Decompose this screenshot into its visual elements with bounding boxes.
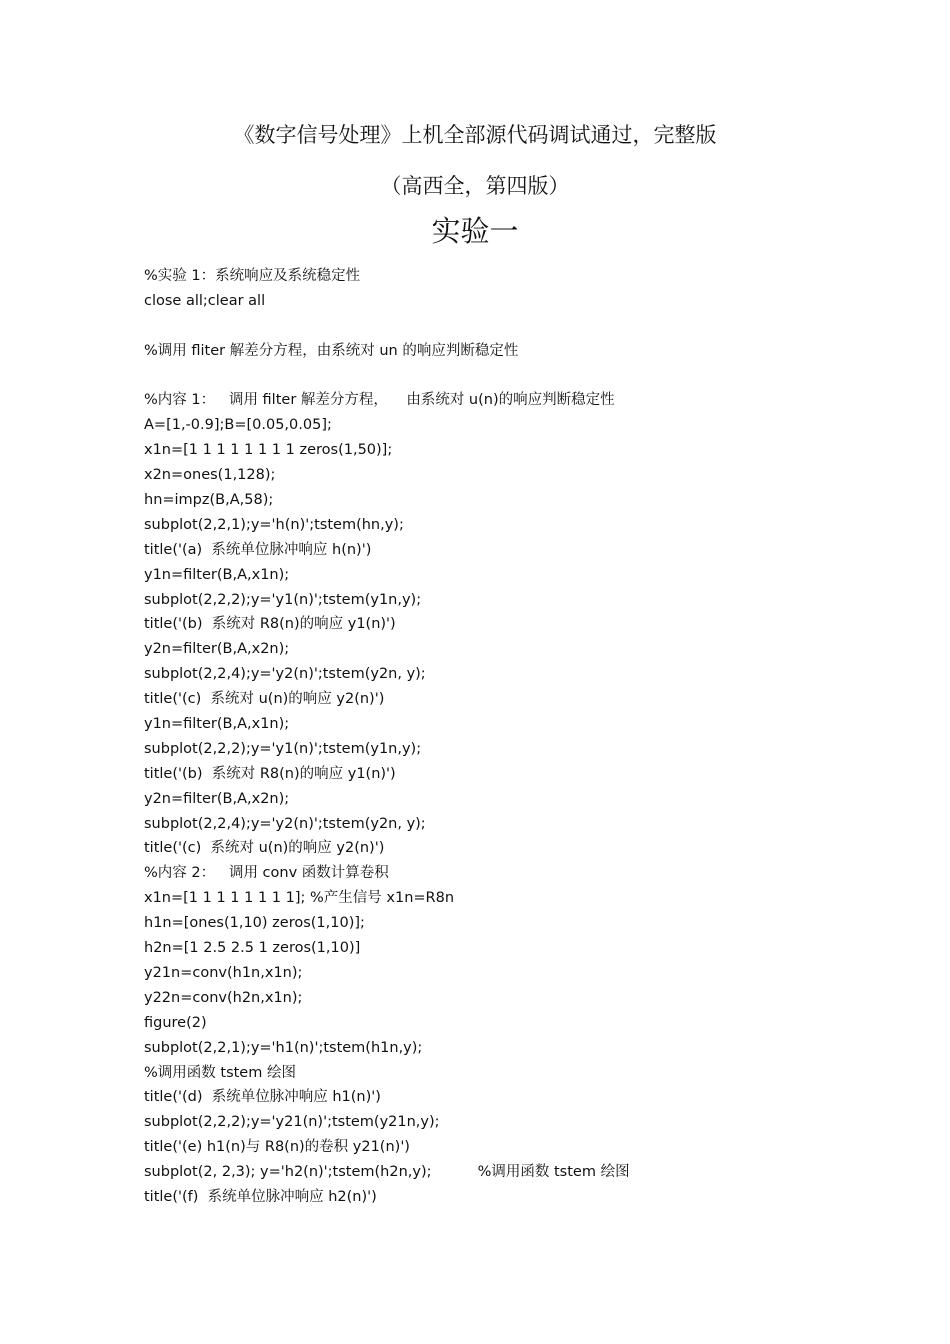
code-line: y2n=filter(B,A,x2n); — [144, 641, 290, 658]
code-line: y2n=filter(B,A,x2n); — [144, 790, 290, 807]
code-line: y1n=filter(B,A,x1n); — [144, 716, 290, 733]
code-line: title('(d) 系统单位脉冲响应 h1(n)') — [144, 1089, 381, 1106]
code-line: subplot(2,2,2);y='y1(n)';tstem(y1n,y); — [144, 740, 422, 757]
code-line: title('(b) 系统对 R8(n)的响应 y1(n)') — [144, 616, 396, 633]
section-heading: 实验一 — [431, 214, 519, 248]
code-line: close all;clear all — [144, 292, 266, 309]
code-line: title('(b) 系统对 R8(n)的响应 y1(n)') — [144, 765, 396, 782]
code-line: title('(e) h1(n)与 R8(n)的卷积 y21(n)') — [144, 1139, 410, 1156]
code-line: title('(f) 系统单位脉冲响应 h2(n)') — [144, 1188, 377, 1205]
code-line: title('(a) 系统单位脉冲响应 h(n)') — [144, 541, 372, 558]
code-line: %内容 1： 调用 filter 解差分方程， 由系统对 u(n)的响应判断稳定性 — [144, 392, 615, 409]
document-title: 《数字信号处理》上机全部源代码调试通过，完整版 — [233, 123, 717, 147]
code-listing — [144, 264, 864, 1210]
code-line: subplot(2,2,4);y='y2(n)';tstem(y2n, y); — [144, 815, 426, 832]
code-line: hn=impz(B,A,58); — [144, 492, 274, 509]
code-line: %调用 fliter 解差分方程，由系统对 un 的响应判断稳定性 — [144, 342, 519, 359]
code-line: title('(c) 系统对 u(n)的响应 y2(n)') — [144, 840, 385, 857]
code-line: subplot(2,2,4);y='y2(n)';tstem(y2n, y); — [144, 666, 426, 683]
blank-line — [144, 314, 864, 339]
code-line: x2n=ones(1,128); — [144, 467, 276, 484]
code-line: subplot(2,2,2);y='y21(n)';tstem(y21n,y); — [144, 1114, 440, 1131]
code-line: %内容 2： 调用 conv 函数计算卷积 — [144, 865, 389, 882]
code-line: title('(c) 系统对 u(n)的响应 y2(n)') — [144, 691, 385, 708]
document-subtitle: （高西全，第四版） — [380, 174, 570, 198]
code-line: %调用函数 tstem 绘图 — [144, 1064, 296, 1081]
code-line: figure(2) — [144, 1014, 207, 1031]
blank-line — [144, 364, 864, 389]
code-line: %实验 1：系统响应及系统稳定性 — [144, 268, 361, 284]
code-line: y21n=conv(h1n,x1n); — [144, 964, 303, 981]
code-line: subplot(2,2,1);y='h(n)';tstem(hn,y); — [144, 516, 404, 533]
code-line: subplot(2,2,1);y='h1(n)';tstem(h1n,y); — [144, 1039, 423, 1056]
code-line: h2n=[1 2.5 2.5 1 zeros(1,10)] — [144, 940, 361, 957]
code-line: x1n=[1 1 1 1 1 1 1 1 zeros(1,50)]; — [144, 442, 393, 459]
code-line: y22n=conv(h2n,x1n); — [144, 989, 303, 1006]
code-line: y1n=filter(B,A,x1n); — [144, 566, 290, 583]
code-line: h1n=[ones(1,10) zeros(1,10)]; — [144, 915, 365, 932]
code-line: subplot(2, 2,3); y='h2(n)';tstem(h2n,y); %调用函数 tstem 绘图 — [144, 1164, 630, 1181]
code-line: x1n=[1 1 1 1 1 1 1 1]; %产生信号 x1n=R8n — [144, 890, 455, 907]
code-line: A=[1,-0.9];B=[0.05,0.05]; — [144, 417, 332, 434]
code-line: subplot(2,2,2);y='y1(n)';tstem(y1n,y); — [144, 591, 422, 608]
